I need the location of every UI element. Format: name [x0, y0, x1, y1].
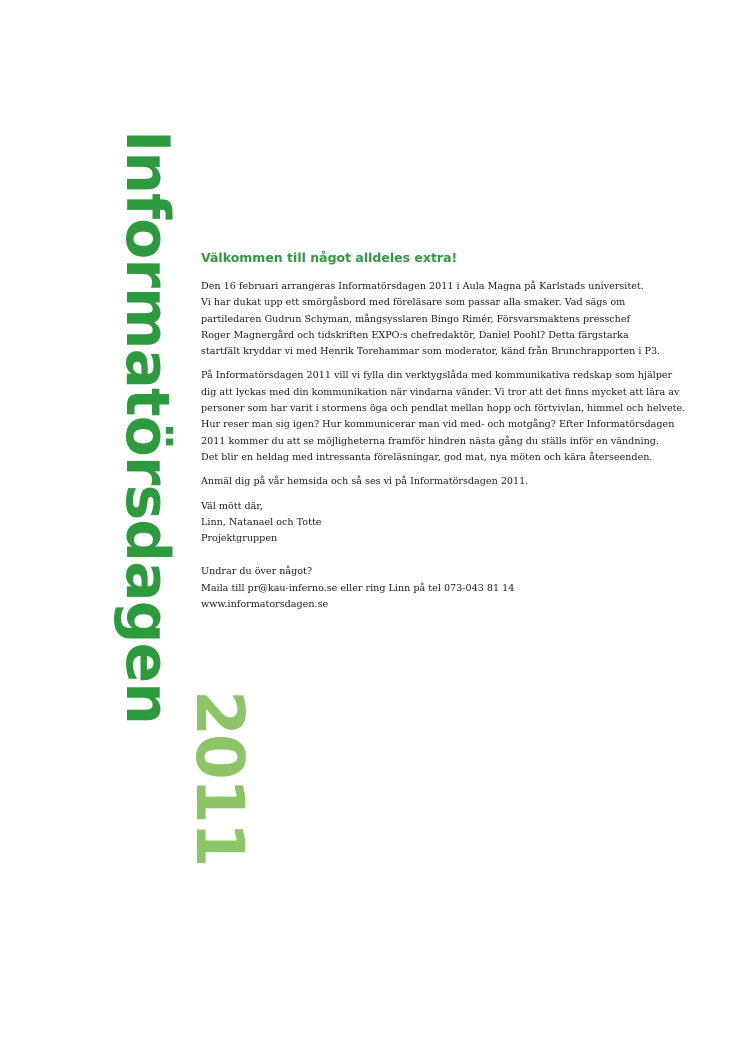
paragraph-theme	[201, 368, 686, 466]
text-line: Den 16 februari arrangeras Informatörsdagen 2011 i Aula Magna på Karlstads universitet.	[201, 281, 644, 292]
text-line: partiledaren Gudrun Schyman, mångsysslaren Bingo Rimér, Försvarsmaktens presschef	[201, 313, 631, 325]
text-line: Vi har dukat upp ett smörgåsbord med föreläsare som passar alla smaker. Vad sägs om	[201, 297, 626, 309]
text-line: Projektgruppen	[201, 533, 278, 545]
text-line: startfält kryddar vi med Henrik Torehammar som moderator, känd från Brunchrapporten i P3.	[201, 346, 661, 358]
paragraph-signature	[201, 499, 651, 548]
text-line: Linn, Natanael och Totte	[201, 516, 322, 528]
text-line: Anmäl dig på vår hemsida och så ses vi på Informatörsdagen 2011.	[201, 476, 529, 488]
paragraph-intro	[201, 279, 661, 360]
vertical-title: Informatörsdagen	[112, 130, 182, 724]
website-link[interactable]: www.informatorsdagen.se	[201, 599, 329, 611]
text-line: På Informatörsdagen 2011 vill vi fylla din verktygslåda med kommunikativa redskap som hjälper	[201, 370, 673, 382]
text-line: Roger Magnergård och tidskriften EXPO:s chefredaktör, Daniel Poohl? Detta färgstarka	[201, 329, 629, 341]
paragraph-signup	[201, 474, 651, 490]
text-line: Väl mött där,	[201, 500, 263, 512]
text-line: personer som har varit i stormens öga och pendlat mellan hopp och förtvivlan, himmel och helvete.	[201, 403, 686, 415]
text-line: Undrar du över något?	[201, 566, 313, 578]
letter-body	[201, 250, 686, 621]
text-line: Det blir en heldag med intressanta föreläsningar, god mat, nya möten och kära återseenden.	[201, 451, 653, 463]
letter-heading: Välkommen till något alldeles extra!	[201, 250, 458, 265]
contact-email-line: Maila till pr@kau-inferno.se eller ring Linn på tel 073-043 81 14	[201, 582, 515, 594]
text-line: 2011 kommer du att se möjligheterna framför hindren nästa gång du ställs inför en vändning.	[201, 435, 659, 447]
paragraph-contact	[201, 564, 651, 613]
vertical-year: 2011	[181, 690, 258, 866]
text-line: dig att lyckas med din kommunikation när vindarna vänder. Vi tror att det finns mycket att lära av	[201, 386, 680, 398]
text-line: Hur reser man sig igen? Hur kommunicerar man vid med- och motgång? Efter Informatörsdagen	[201, 419, 675, 431]
